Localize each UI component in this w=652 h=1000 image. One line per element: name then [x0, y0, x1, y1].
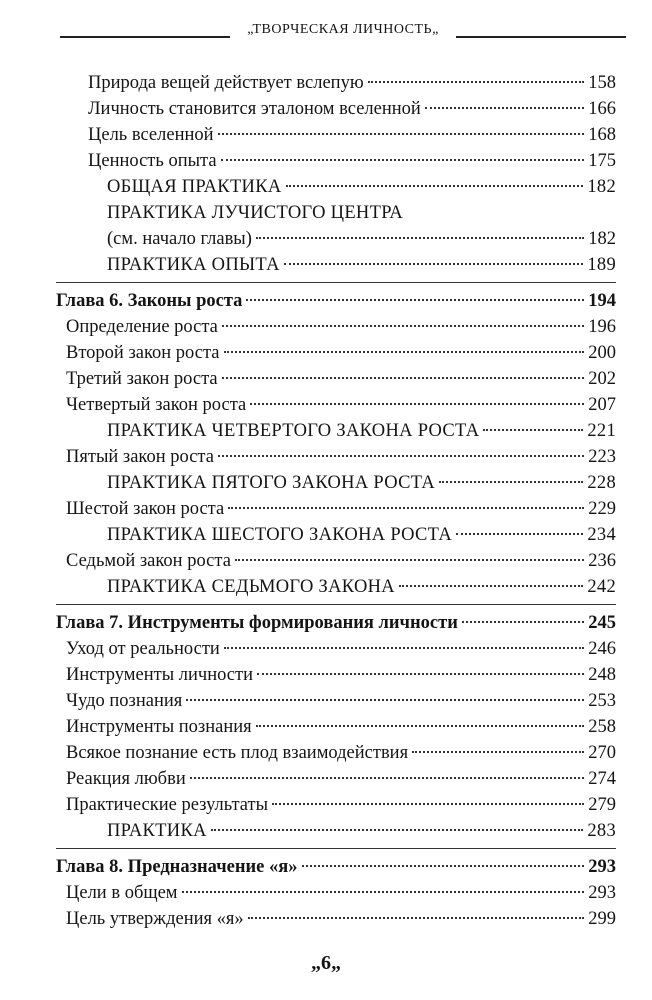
- toc-entry-page: 236: [588, 551, 616, 571]
- toc-entry-title: Уход от реальности: [66, 639, 220, 659]
- dot-leader: [286, 185, 584, 187]
- dot-leader: [221, 159, 585, 161]
- toc-entry-page: 200: [588, 343, 616, 363]
- toc-entry[interactable]: [88, 96, 616, 122]
- toc-entry[interactable]: [66, 548, 616, 574]
- toc-entry-page: 229: [588, 499, 616, 519]
- chapter-divider: [56, 848, 616, 849]
- toc-entry-page: 194: [588, 291, 616, 311]
- toc-entry-title: Практические результаты: [66, 795, 269, 815]
- toc-entry-page: 245: [588, 613, 616, 633]
- toc-entry-title: Чудо познания: [66, 691, 183, 711]
- dot-leader: [368, 81, 585, 83]
- toc-entry[interactable]: [88, 148, 616, 174]
- toc-entry-page: 234: [587, 525, 616, 545]
- toc-entry[interactable]: [66, 314, 616, 340]
- toc-entry-page: 196: [588, 317, 616, 337]
- toc-entry-page: 166: [588, 99, 616, 119]
- toc-entry-title: Глава 6. Законы роста: [56, 291, 243, 311]
- toc-entry[interactable]: [66, 714, 616, 740]
- dot-leader: [483, 429, 583, 431]
- toc-entry-page: 258: [588, 717, 616, 737]
- dot-leader: [302, 865, 585, 867]
- toc-entry-page: 207: [588, 395, 616, 415]
- toc-chapter-entry[interactable]: [56, 610, 616, 636]
- toc-entry-title: Седьмой закон роста: [66, 551, 231, 571]
- toc-practice-entry[interactable]: [107, 200, 616, 226]
- toc-entry-title: (см. начало главы): [107, 229, 252, 249]
- toc-entry-page: 246: [588, 639, 616, 659]
- dot-leader: [211, 829, 584, 831]
- toc-entry-page: 299: [588, 909, 616, 929]
- toc-entry[interactable]: [66, 906, 616, 932]
- toc-entry-page: 221: [587, 421, 616, 441]
- toc-practice-entry-continuation[interactable]: [107, 226, 616, 252]
- toc-entry-title: ПРАКТИКА ЛУЧИСТОГО ЦЕНТРА: [107, 203, 404, 223]
- toc-entry-page: 270: [588, 743, 616, 763]
- toc-entry-page: 283: [587, 821, 616, 841]
- toc-entry-title: ОБЩАЯ ПРАКТИКА: [107, 177, 282, 197]
- toc-entry-title: ПРАКТИКА ПЯТОГО ЗАКОНА РОСТА: [107, 473, 436, 493]
- dot-leader: [462, 621, 584, 623]
- toc-entry-page: 182: [587, 177, 616, 197]
- toc-entry[interactable]: [88, 70, 616, 96]
- running-header-title: „ТВОРЧЕСКАЯ ЛИЧНОСТЬ„: [247, 22, 439, 37]
- dot-leader: [257, 673, 584, 675]
- dot-leader: [224, 351, 585, 353]
- toc-entry-title: Инструменты личности: [66, 665, 253, 685]
- toc-entry-title: Инструменты познания: [66, 717, 252, 737]
- toc-entry-page: 242: [587, 577, 616, 597]
- chapter-divider: [56, 604, 616, 605]
- toc-entry[interactable]: [66, 444, 616, 470]
- toc-entry[interactable]: [66, 766, 616, 792]
- toc-entry-title: Глава 7. Инструменты формирования личности: [56, 613, 458, 633]
- dot-leader: [425, 107, 584, 109]
- toc-entry[interactable]: [66, 792, 616, 818]
- dot-leader: [248, 917, 585, 919]
- toc-entry-page: 175: [588, 151, 616, 171]
- toc-entry[interactable]: [88, 122, 616, 148]
- toc-entry-page: 202: [588, 369, 616, 389]
- toc-entry-page: 293: [588, 857, 616, 877]
- toc-entry-page: 293: [588, 883, 616, 903]
- dot-leader: [182, 891, 585, 893]
- toc-entry-page: 158: [588, 73, 616, 93]
- dot-leader: [218, 133, 585, 135]
- toc-entry-title: Цель вселенной: [88, 125, 214, 145]
- toc-entry-title: Пятый закон роста: [66, 447, 214, 467]
- toc-chapter-entry[interactable]: [56, 854, 616, 880]
- toc-entry-title: ПРАКТИКА ШЕСТОГО ЗАКОНА РОСТА: [107, 525, 452, 545]
- toc-entry[interactable]: [66, 740, 616, 766]
- dot-leader: [222, 325, 584, 327]
- dot-leader: [439, 481, 583, 483]
- toc-entry-title: Определение роста: [66, 317, 218, 337]
- toc-practice-entry[interactable]: [107, 818, 616, 844]
- toc-entry-title: Второй закон роста: [66, 343, 220, 363]
- toc-entry-page: 274: [588, 769, 616, 789]
- toc-practice-entry[interactable]: [107, 252, 616, 278]
- toc-entry-title: ПРАКТИКА: [107, 821, 207, 841]
- dot-leader: [218, 455, 584, 457]
- toc-entry[interactable]: [66, 496, 616, 522]
- toc-practice-entry[interactable]: [107, 574, 616, 600]
- toc-entry-page: 279: [588, 795, 616, 815]
- toc-entry-page: 223: [588, 447, 616, 467]
- dot-leader: [284, 263, 584, 265]
- dot-leader: [228, 507, 584, 509]
- toc-entry-title: ПРАКТИКА ЧЕТВЕРТОГО ЗАКОНА РОСТА: [107, 421, 480, 441]
- toc-chapter-entry[interactable]: [56, 288, 616, 314]
- toc-entry-title: Всякое познание есть плод взаимодействия: [66, 743, 409, 763]
- toc-entry-page: 168: [588, 125, 616, 145]
- toc-practice-entry[interactable]: [107, 418, 616, 444]
- toc-practice-entry[interactable]: [107, 522, 616, 548]
- chapter-divider: [56, 282, 616, 283]
- toc-entry-title: Глава 8. Предназначение «я»: [56, 857, 298, 877]
- toc-entry-title: ПРАКТИКА СЕДЬМОГО ЗАКОНА: [107, 577, 395, 597]
- dot-leader: [412, 751, 584, 753]
- dot-leader: [186, 699, 584, 701]
- toc-entry-title: ПРАКТИКА ОПЫТА: [107, 255, 280, 275]
- toc-entry[interactable]: [66, 662, 616, 688]
- toc-entry[interactable]: [66, 880, 616, 906]
- toc-entry-title: Цели в общем: [66, 883, 178, 903]
- dot-leader: [250, 403, 584, 405]
- toc-entry[interactable]: [66, 636, 616, 662]
- toc-entry-title: Цель утверждения «я»: [66, 909, 244, 929]
- toc-entry-page: 228: [587, 473, 616, 493]
- toc-entry[interactable]: [66, 366, 616, 392]
- dot-leader: [272, 803, 584, 805]
- dot-leader: [256, 237, 584, 239]
- toc-entry[interactable]: [66, 392, 616, 418]
- running-header: [60, 22, 626, 42]
- toc-practice-entry[interactable]: [107, 470, 616, 496]
- dot-leader: [399, 585, 583, 587]
- toc-entry[interactable]: [66, 340, 616, 366]
- toc-entry-page: 248: [588, 665, 616, 685]
- toc-entry-title: Ценность опыта: [88, 151, 217, 171]
- toc-entry-title: Шестой закон роста: [66, 499, 225, 519]
- toc-entry-title: Реакция любви: [66, 769, 186, 789]
- toc-entry-title: Природа вещей действует вслепую: [88, 73, 364, 93]
- dot-leader: [190, 777, 585, 779]
- dot-leader: [456, 533, 583, 535]
- toc-entry-page: 253: [588, 691, 616, 711]
- toc-practice-entry[interactable]: [107, 174, 616, 200]
- toc-entry[interactable]: [66, 688, 616, 714]
- dot-leader: [235, 559, 584, 561]
- dot-leader: [224, 647, 584, 649]
- toc-entry-title: Третий закон роста: [66, 369, 218, 389]
- toc-entry-title: Личность становится эталоном вселенной: [88, 99, 421, 119]
- toc-entry-page: 189: [587, 255, 616, 275]
- dot-leader: [246, 299, 584, 301]
- toc-entry-title: Четвертый закон роста: [66, 395, 247, 415]
- header-rule-right: [456, 36, 626, 38]
- page-number: „6„: [311, 952, 341, 974]
- dot-leader: [222, 377, 585, 379]
- toc-entry-page: 182: [588, 229, 616, 249]
- dot-leader: [256, 725, 585, 727]
